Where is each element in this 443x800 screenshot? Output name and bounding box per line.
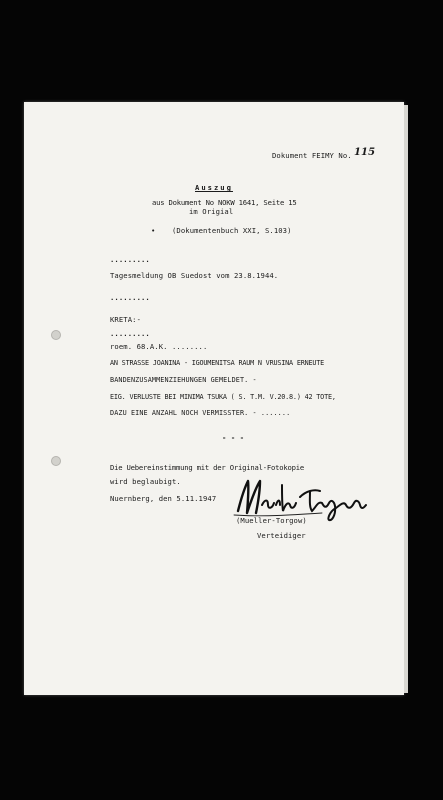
report-body-line: EIG. VERLUSTE BEI MINIMA TSUKA ( S. T.M. V.20.8.) 42 TOTE, <box>110 393 336 401</box>
report-line: Tagesmeldung OB Suedost vom 23.8.1944. <box>110 271 279 280</box>
punch-hole <box>51 456 61 466</box>
section-label: KRETA:- <box>110 315 141 324</box>
report-body-line: DAZU EINE ANZAHL NOCH VERMISSTER. - ....... <box>110 409 291 417</box>
certification-line: wird beglaubigt. <box>110 477 181 486</box>
ellipsis: ......... <box>110 329 150 338</box>
page-edge <box>404 105 408 693</box>
document-label: Dokument FEIMY No. <box>272 151 352 160</box>
place-date: Nuernberg, den 5.11.1947 <box>110 494 217 503</box>
document-heading: Auszug <box>195 183 233 192</box>
signatory-name: (Mueller-Torgow) <box>236 516 307 525</box>
ellipsis: ......... <box>110 293 150 302</box>
signatory-role: Verteidiger <box>257 531 306 540</box>
certification-line: Die Uebereinstimmung mit der Original-Fotokopie <box>110 463 304 472</box>
source-line: aus Dokument No NOKW 1641, Seite 15 <box>152 198 297 207</box>
report-body-line: AN STRASSE JOANINA - IGOUMENITSA RAUM N VRUSINA ERNEUTE <box>110 359 325 367</box>
report-body-line: roem. 68.A.K. ........ <box>110 342 208 351</box>
original-note: im Origial <box>189 207 234 216</box>
document-page <box>24 102 404 695</box>
separator: - - - <box>222 433 245 442</box>
reference-line: (Dokumentenbuch XXI, S.103) <box>172 226 292 235</box>
document-number: 115 <box>354 147 376 158</box>
punch-hole <box>51 330 61 340</box>
ellipsis: ......... <box>110 255 150 264</box>
report-body-line: BANDENZUSAMMENZIEHUNGEN GEMELDET. - <box>110 376 257 384</box>
bullet-mark: • <box>151 226 156 235</box>
